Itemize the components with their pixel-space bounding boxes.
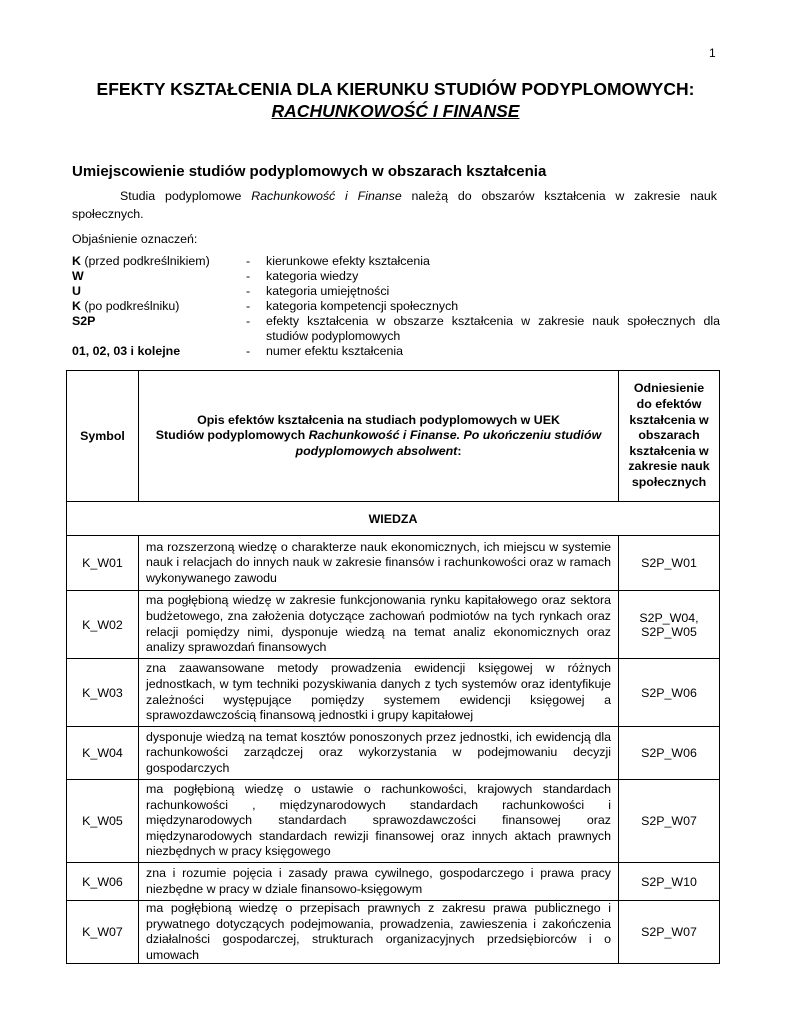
legend-qualifier: (po podkreślniku) — [80, 299, 180, 313]
header-description-part-2: Rachunkowość i Finanse. Po ukończeniu studiów podyplomowych absolwent — [295, 428, 602, 458]
row-reference: S2P_W07 — [619, 901, 720, 964]
legend-description: efekty kształcenia w obszarze kształcenia w zakresie nauk społecznych dla studiów podyplomowych — [266, 314, 720, 343]
legend-symbol: K — [72, 254, 81, 268]
category-row — [67, 502, 720, 536]
learning-outcomes-table — [66, 370, 720, 964]
table-row — [67, 591, 720, 659]
intro-text-2: należą do obszarów kształcenia w zakresie nauk społecznych. — [72, 189, 717, 221]
row-reference: S2P_W10 — [619, 863, 720, 901]
table-row — [67, 780, 720, 863]
table-row — [67, 659, 720, 727]
header-reference: Odniesienie do efektów kształcenia w obszarach kształcenia w zakresie nauk społecznych — [619, 371, 720, 502]
table-row — [67, 863, 720, 901]
explanation-label: Objaśnienie oznaczeń: — [72, 232, 198, 246]
legend-symbol: 01, 02, 03 i kolejne — [72, 344, 181, 358]
header-symbol: Symbol — [67, 371, 139, 502]
document-title — [60, 78, 731, 122]
legend-dash: - — [246, 299, 251, 313]
legend-item — [72, 284, 720, 299]
row-reference: S2P_W06 — [619, 727, 720, 780]
section-heading: Umiejscowienie studiów podyplomowych w obszarach kształcenia — [72, 163, 547, 180]
row-description: ma pogłębioną wiedzę o ustawie o rachunkowości, krajowych standardach rachunkowości , międzynarodowych standardach rachunkowości i międzynarodowych standardach sprawozdawczości finansowej oraz międzynarodowych standardach rewizji finansowej oraz innych aktach prawnych niezbędnych w pracy księgowego — [139, 780, 619, 863]
legend-description: kategoria wiedzy — [266, 269, 359, 283]
legend-symbol: W — [72, 269, 84, 283]
legend-dash: - — [246, 284, 251, 298]
legend-dash: - — [246, 254, 251, 268]
title-line-2: RACHUNKOWOŚĆ I FINANSE — [271, 101, 520, 121]
row-reference: S2P_W04, S2P_W05 — [619, 591, 720, 659]
intro-paragraph — [72, 187, 717, 223]
title-line-1: EFEKTY KSZTAŁCENIA DLA KIERUNKU STUDIÓW PODYPLOMOWYCH: — [96, 79, 695, 99]
legend-description: kategoria kompetencji społecznych — [266, 299, 459, 313]
row-symbol: K_W01 — [67, 536, 139, 591]
row-symbol: K_W03 — [67, 659, 139, 727]
legend-item — [72, 299, 720, 314]
legend-description: kierunkowe efekty kształcenia — [266, 254, 430, 268]
row-description: zna i rozumie pojęcia i zasady prawa cywilnego, gospodarczego i prawa pracy niezbędne w pracy w dziale finansowo-księgowym — [139, 863, 619, 901]
table-row — [67, 901, 720, 964]
legend-description: kategoria umiejętności — [266, 284, 390, 298]
legend-dash: - — [246, 344, 251, 358]
row-description: ma pogłębioną wiedzę w zakresie funkcjonowania rynku kapitałowego oraz sektora budżetowego, zna założenia dotyczące zachowań podmiotów na tych rynkach oraz relacji pomiędzy nimi, dysponuje wiedzą na temat analiz ekonomicznych oraz analizy sprawozdań finansowych — [139, 591, 619, 659]
table-row — [67, 727, 720, 780]
legend-item — [72, 269, 720, 284]
intro-program-name: Rachunkowość i Finanse — [251, 189, 402, 203]
row-symbol: K_W06 — [67, 863, 139, 901]
legend-item — [72, 254, 720, 269]
intro-text-1: Studia podyplomowe — [120, 189, 252, 203]
legend-qualifier: (przed podkreślnikiem) — [80, 254, 210, 268]
legend-symbol: U — [72, 284, 81, 298]
row-reference: S2P_W01 — [619, 536, 720, 591]
table-header-row — [67, 371, 720, 502]
row-reference: S2P_W06 — [619, 659, 720, 727]
legend-description: numer efektu kształcenia — [266, 344, 404, 358]
legend-dash: - — [246, 314, 251, 328]
row-reference: S2P_W07 — [619, 780, 720, 863]
legend-item — [72, 344, 720, 359]
row-description: dysponuje wiedzą na temat kosztów ponoszonych przez jednostki, ich ewidencją dla rachunkowości zarządczej oraz wykorzystania w podejmowaniu decyzji gospodarczych — [139, 727, 619, 780]
legend-symbol: S2P — [72, 314, 96, 328]
header-description — [139, 371, 619, 502]
row-description: ma pogłębioną wiedzę o przepisach prawnych z zakresu prawa publicznego i prywatnego dotyczących podejmowania, prowadzenia, zawieszenia i zakończenia działalności gospodarczej, strukturach organizacyjnych przedsiębiorców i o umowach — [139, 901, 619, 964]
row-symbol: K_W02 — [67, 591, 139, 659]
legend-item — [72, 314, 720, 344]
row-description: ma rozszerzoną wiedzę o charakterze nauk ekonomicznych, ich miejscu w systemie nauk i relacjach do innych nauk w zakresie finansów i rachunkowości oraz w ramach wykonywanego zawodu — [139, 536, 619, 591]
category-label: WIEDZA — [67, 502, 720, 536]
header-description-line-1: Opis efektów kształcenia na studiach podyplomowych w UEK — [197, 412, 560, 427]
table-row — [67, 536, 720, 591]
row-symbol: K_W05 — [67, 780, 139, 863]
legend-symbol: K — [72, 299, 81, 313]
header-description-part-1: Studiów podyplomowych — [155, 428, 309, 443]
header-description-part-3: : — [457, 443, 462, 458]
legend-dash: - — [246, 269, 251, 283]
row-description: zna zaawansowane metody prowadzenia ewidencji księgowej w różnych jednostkach, w tym techniki pozyskiwania danych z tych systemów oraz identyfikuje zależności występujące pomiędzy systemem ewidencji księgowej a sprawozdawczością finansową jednostki i grupy kapitałowej — [139, 659, 619, 727]
page-number: 1 — [709, 46, 716, 60]
row-symbol: K_W07 — [67, 901, 139, 964]
row-symbol: K_W04 — [67, 727, 139, 780]
legend-list — [72, 254, 720, 359]
